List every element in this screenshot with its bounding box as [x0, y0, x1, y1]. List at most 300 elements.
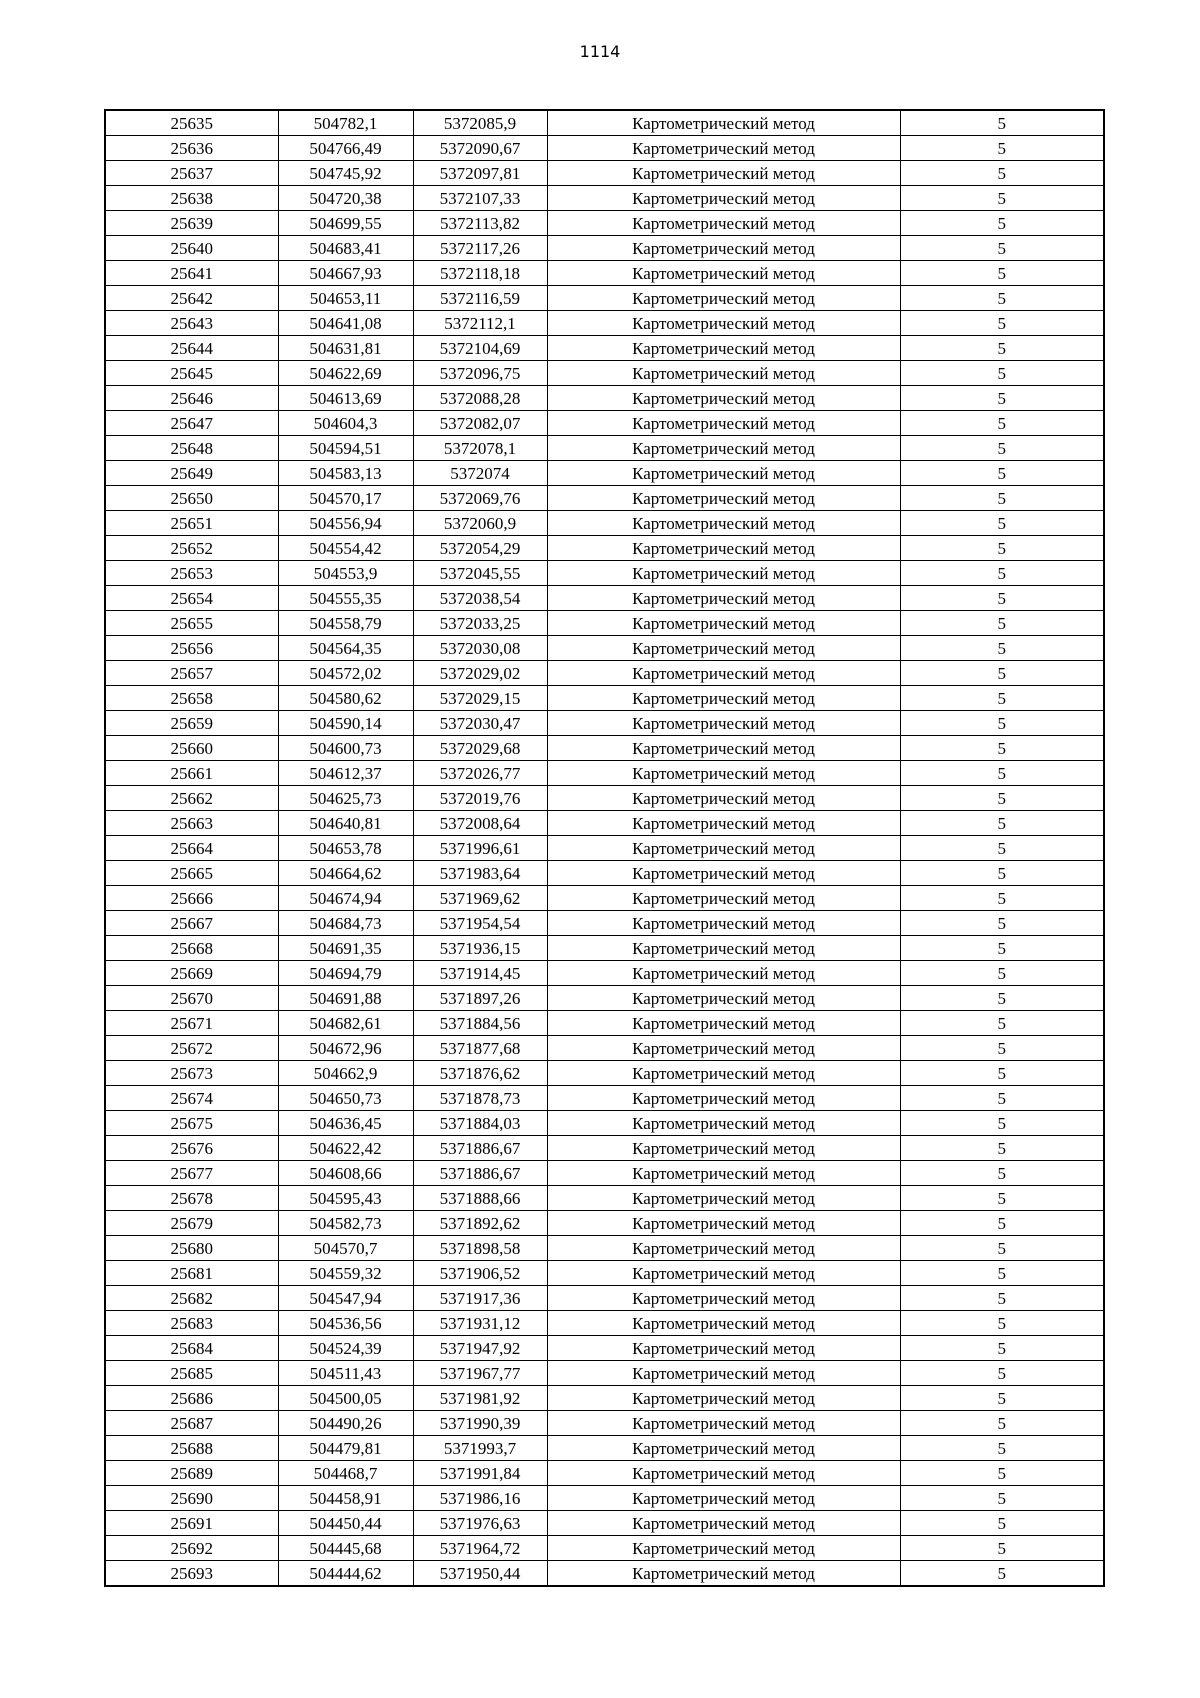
x-coordinate-cell: 504682,61	[278, 1011, 413, 1036]
method-cell: Картометрический метод	[547, 986, 900, 1011]
accuracy-cell: 5	[900, 611, 1104, 636]
table-row	[105, 361, 1104, 386]
accuracy-cell: 5	[900, 436, 1104, 461]
accuracy-cell: 5	[900, 1136, 1104, 1161]
method-cell: Картометрический метод	[547, 1311, 900, 1336]
method-cell: Картометрический метод	[547, 1511, 900, 1536]
table-row	[105, 336, 1104, 361]
method-cell: Картометрический метод	[547, 461, 900, 486]
table-row	[105, 986, 1104, 1011]
x-coordinate-cell: 504570,17	[278, 486, 413, 511]
accuracy-cell: 5	[900, 1236, 1104, 1261]
y-coordinate-cell: 5371996,61	[413, 836, 547, 861]
accuracy-cell: 5	[900, 1286, 1104, 1311]
y-coordinate-cell: 5372097,81	[413, 161, 547, 186]
method-cell: Картометрический метод	[547, 1161, 900, 1186]
method-cell: Картометрический метод	[547, 386, 900, 411]
table-row	[105, 211, 1104, 236]
x-coordinate-cell: 504511,43	[278, 1361, 413, 1386]
point-number-cell: 25688	[105, 1436, 278, 1461]
y-coordinate-cell: 5371947,92	[413, 1336, 547, 1361]
x-coordinate-cell: 504683,41	[278, 236, 413, 261]
table-row	[105, 110, 1104, 136]
y-coordinate-cell: 5372045,55	[413, 561, 547, 586]
y-coordinate-cell: 5372030,08	[413, 636, 547, 661]
accuracy-cell: 5	[900, 1511, 1104, 1536]
x-coordinate-cell: 504500,05	[278, 1386, 413, 1411]
point-number-cell: 25681	[105, 1261, 278, 1286]
x-coordinate-cell: 504554,42	[278, 536, 413, 561]
x-coordinate-cell: 504536,56	[278, 1311, 413, 1336]
accuracy-cell: 5	[900, 811, 1104, 836]
table-row	[105, 436, 1104, 461]
point-number-cell: 25656	[105, 636, 278, 661]
x-coordinate-cell: 504720,38	[278, 186, 413, 211]
method-cell: Картометрический метод	[547, 1286, 900, 1311]
point-number-cell: 25687	[105, 1411, 278, 1436]
table-row	[105, 561, 1104, 586]
x-coordinate-cell: 504636,45	[278, 1111, 413, 1136]
x-coordinate-cell: 504564,35	[278, 636, 413, 661]
x-coordinate-cell: 504631,81	[278, 336, 413, 361]
y-coordinate-cell: 5371884,03	[413, 1111, 547, 1136]
accuracy-cell: 5	[900, 936, 1104, 961]
point-number-cell: 25673	[105, 1061, 278, 1086]
y-coordinate-cell: 5371917,36	[413, 1286, 547, 1311]
accuracy-cell: 5	[900, 536, 1104, 561]
y-coordinate-cell: 5371950,44	[413, 1561, 547, 1587]
method-cell: Картометрический метод	[547, 336, 900, 361]
table-row	[105, 1286, 1104, 1311]
table-row	[105, 1161, 1104, 1186]
y-coordinate-cell: 5372033,25	[413, 611, 547, 636]
point-number-cell: 25676	[105, 1136, 278, 1161]
y-coordinate-cell: 5371976,63	[413, 1511, 547, 1536]
point-number-cell: 25674	[105, 1086, 278, 1111]
table-row	[105, 386, 1104, 411]
table-row	[105, 1411, 1104, 1436]
accuracy-cell: 5	[900, 1486, 1104, 1511]
x-coordinate-cell: 504580,62	[278, 686, 413, 711]
x-coordinate-cell: 504745,92	[278, 161, 413, 186]
point-number-cell: 25645	[105, 361, 278, 386]
method-cell: Картометрический метод	[547, 1136, 900, 1161]
table-row	[105, 1261, 1104, 1286]
point-number-cell: 25641	[105, 261, 278, 286]
point-number-cell: 25653	[105, 561, 278, 586]
method-cell: Картометрический метод	[547, 686, 900, 711]
point-number-cell: 25650	[105, 486, 278, 511]
point-number-cell: 25663	[105, 811, 278, 836]
accuracy-cell: 5	[900, 186, 1104, 211]
x-coordinate-cell: 504524,39	[278, 1336, 413, 1361]
method-cell: Картометрический метод	[547, 1011, 900, 1036]
table-row	[105, 961, 1104, 986]
point-number-cell: 25672	[105, 1036, 278, 1061]
method-cell: Картометрический метод	[547, 236, 900, 261]
method-cell: Картометрический метод	[547, 261, 900, 286]
table-row	[105, 1086, 1104, 1111]
accuracy-cell: 5	[900, 661, 1104, 686]
x-coordinate-cell: 504622,69	[278, 361, 413, 386]
method-cell: Картометрический метод	[547, 711, 900, 736]
coordinates-table	[104, 109, 1105, 1587]
point-number-cell: 25654	[105, 586, 278, 611]
y-coordinate-cell: 5371931,12	[413, 1311, 547, 1336]
x-coordinate-cell: 504582,73	[278, 1211, 413, 1236]
x-coordinate-cell: 504612,37	[278, 761, 413, 786]
point-number-cell: 25646	[105, 386, 278, 411]
y-coordinate-cell: 5372029,68	[413, 736, 547, 761]
point-number-cell: 25670	[105, 986, 278, 1011]
y-coordinate-cell: 5372116,59	[413, 286, 547, 311]
method-cell: Картометрический метод	[547, 1461, 900, 1486]
point-number-cell: 25659	[105, 711, 278, 736]
method-cell: Картометрический метод	[547, 1061, 900, 1086]
method-cell: Картометрический метод	[547, 1386, 900, 1411]
accuracy-cell: 5	[900, 511, 1104, 536]
x-coordinate-cell: 504766,49	[278, 136, 413, 161]
x-coordinate-cell: 504570,7	[278, 1236, 413, 1261]
accuracy-cell: 5	[900, 886, 1104, 911]
point-number-cell: 25657	[105, 661, 278, 686]
method-cell: Картометрический метод	[547, 1111, 900, 1136]
point-number-cell: 25675	[105, 1111, 278, 1136]
y-coordinate-cell: 5371886,67	[413, 1161, 547, 1186]
table-row	[105, 1461, 1104, 1486]
y-coordinate-cell: 5371936,15	[413, 936, 547, 961]
x-coordinate-cell: 504547,94	[278, 1286, 413, 1311]
x-coordinate-cell: 504625,73	[278, 786, 413, 811]
point-number-cell: 25667	[105, 911, 278, 936]
y-coordinate-cell: 5372113,82	[413, 211, 547, 236]
y-coordinate-cell: 5372082,07	[413, 411, 547, 436]
point-number-cell: 25665	[105, 861, 278, 886]
table-row	[105, 1236, 1104, 1261]
x-coordinate-cell: 504622,42	[278, 1136, 413, 1161]
point-number-cell: 25647	[105, 411, 278, 436]
table-row	[105, 536, 1104, 561]
method-cell: Картометрический метод	[547, 1411, 900, 1436]
point-number-cell: 25685	[105, 1361, 278, 1386]
method-cell: Картометрический метод	[547, 1036, 900, 1061]
accuracy-cell: 5	[900, 461, 1104, 486]
y-coordinate-cell: 5372029,15	[413, 686, 547, 711]
table-row	[105, 1311, 1104, 1336]
x-coordinate-cell: 504662,9	[278, 1061, 413, 1086]
method-cell: Картометрический метод	[547, 161, 900, 186]
point-number-cell: 25666	[105, 886, 278, 911]
y-coordinate-cell: 5371914,45	[413, 961, 547, 986]
x-coordinate-cell: 504672,96	[278, 1036, 413, 1061]
y-coordinate-cell: 5372090,67	[413, 136, 547, 161]
method-cell: Картометрический метод	[547, 486, 900, 511]
method-cell: Картометрический метод	[547, 511, 900, 536]
point-number-cell: 25640	[105, 236, 278, 261]
accuracy-cell: 5	[900, 1311, 1104, 1336]
method-cell: Картометрический метод	[547, 286, 900, 311]
y-coordinate-cell: 5372038,54	[413, 586, 547, 611]
y-coordinate-cell: 5372030,47	[413, 711, 547, 736]
point-number-cell: 25636	[105, 136, 278, 161]
point-number-cell: 25639	[105, 211, 278, 236]
table-row	[105, 1011, 1104, 1036]
accuracy-cell: 5	[900, 1036, 1104, 1061]
point-number-cell: 25689	[105, 1461, 278, 1486]
table-row	[105, 736, 1104, 761]
table-row	[105, 1186, 1104, 1211]
y-coordinate-cell: 5371954,54	[413, 911, 547, 936]
page-number: 1114	[579, 42, 621, 61]
table-row	[105, 261, 1104, 286]
accuracy-cell: 5	[900, 361, 1104, 386]
accuracy-cell: 5	[900, 311, 1104, 336]
y-coordinate-cell: 5371892,62	[413, 1211, 547, 1236]
x-coordinate-cell: 504608,66	[278, 1161, 413, 1186]
method-cell: Картометрический метод	[547, 611, 900, 636]
table-row	[105, 786, 1104, 811]
y-coordinate-cell: 5372078,1	[413, 436, 547, 461]
table-row	[105, 136, 1104, 161]
y-coordinate-cell: 5371990,39	[413, 1411, 547, 1436]
x-coordinate-cell: 504694,79	[278, 961, 413, 986]
accuracy-cell: 5	[900, 761, 1104, 786]
accuracy-cell: 5	[900, 161, 1104, 186]
table-row	[105, 1361, 1104, 1386]
accuracy-cell: 5	[900, 336, 1104, 361]
accuracy-cell: 5	[900, 110, 1104, 136]
accuracy-cell: 5	[900, 1086, 1104, 1111]
point-number-cell: 25683	[105, 1311, 278, 1336]
y-coordinate-cell: 5372085,9	[413, 110, 547, 136]
method-cell: Картометрический метод	[547, 911, 900, 936]
x-coordinate-cell: 504664,62	[278, 861, 413, 886]
accuracy-cell: 5	[900, 386, 1104, 411]
accuracy-cell: 5	[900, 836, 1104, 861]
y-coordinate-cell: 5371964,72	[413, 1536, 547, 1561]
point-number-cell: 25662	[105, 786, 278, 811]
accuracy-cell: 5	[900, 411, 1104, 436]
method-cell: Картометрический метод	[547, 836, 900, 861]
accuracy-cell: 5	[900, 561, 1104, 586]
point-number-cell: 25669	[105, 961, 278, 986]
accuracy-cell: 5	[900, 1011, 1104, 1036]
table-row	[105, 1211, 1104, 1236]
accuracy-cell: 5	[900, 961, 1104, 986]
table-row	[105, 411, 1104, 436]
accuracy-cell: 5	[900, 1561, 1104, 1587]
method-cell: Картометрический метод	[547, 136, 900, 161]
x-coordinate-cell: 504468,7	[278, 1461, 413, 1486]
point-number-cell: 25652	[105, 536, 278, 561]
accuracy-cell: 5	[900, 711, 1104, 736]
method-cell: Картометрический метод	[547, 1561, 900, 1587]
table-row	[105, 886, 1104, 911]
method-cell: Картометрический метод	[547, 361, 900, 386]
x-coordinate-cell: 504458,91	[278, 1486, 413, 1511]
x-coordinate-cell: 504653,11	[278, 286, 413, 311]
y-coordinate-cell: 5371876,62	[413, 1061, 547, 1086]
point-number-cell: 25690	[105, 1486, 278, 1511]
point-number-cell: 25686	[105, 1386, 278, 1411]
point-number-cell: 25680	[105, 1236, 278, 1261]
x-coordinate-cell: 504559,32	[278, 1261, 413, 1286]
method-cell: Картометрический метод	[547, 211, 900, 236]
accuracy-cell: 5	[900, 1211, 1104, 1236]
y-coordinate-cell: 5371983,64	[413, 861, 547, 886]
method-cell: Картометрический метод	[547, 1186, 900, 1211]
y-coordinate-cell: 5371877,68	[413, 1036, 547, 1061]
y-coordinate-cell: 5372107,33	[413, 186, 547, 211]
table-row	[105, 936, 1104, 961]
accuracy-cell: 5	[900, 1336, 1104, 1361]
point-number-cell: 25664	[105, 836, 278, 861]
y-coordinate-cell: 5372118,18	[413, 261, 547, 286]
point-number-cell: 25679	[105, 1211, 278, 1236]
method-cell: Картометрический метод	[547, 1236, 900, 1261]
y-coordinate-cell: 5371991,84	[413, 1461, 547, 1486]
accuracy-cell: 5	[900, 1386, 1104, 1411]
x-coordinate-cell: 504667,93	[278, 261, 413, 286]
point-number-cell: 25660	[105, 736, 278, 761]
accuracy-cell: 5	[900, 486, 1104, 511]
method-cell: Картометрический метод	[547, 1086, 900, 1111]
y-coordinate-cell: 5371884,56	[413, 1011, 547, 1036]
y-coordinate-cell: 5372117,26	[413, 236, 547, 261]
method-cell: Картометрический метод	[547, 1486, 900, 1511]
point-number-cell: 25635	[105, 110, 278, 136]
y-coordinate-cell: 5371986,16	[413, 1486, 547, 1511]
table-row	[105, 586, 1104, 611]
table-row	[105, 161, 1104, 186]
y-coordinate-cell: 5372019,76	[413, 786, 547, 811]
method-cell: Картометрический метод	[547, 436, 900, 461]
y-coordinate-cell: 5372008,64	[413, 811, 547, 836]
x-coordinate-cell: 504556,94	[278, 511, 413, 536]
accuracy-cell: 5	[900, 1461, 1104, 1486]
accuracy-cell: 5	[900, 786, 1104, 811]
accuracy-cell: 5	[900, 286, 1104, 311]
x-coordinate-cell: 504650,73	[278, 1086, 413, 1111]
accuracy-cell: 5	[900, 211, 1104, 236]
y-coordinate-cell: 5371967,77	[413, 1361, 547, 1386]
x-coordinate-cell: 504613,69	[278, 386, 413, 411]
method-cell: Картометрический метод	[547, 586, 900, 611]
table-row	[105, 711, 1104, 736]
method-cell: Картометрический метод	[547, 761, 900, 786]
table-row	[105, 911, 1104, 936]
method-cell: Картометрический метод	[547, 1361, 900, 1386]
accuracy-cell: 5	[900, 861, 1104, 886]
table-row	[105, 311, 1104, 336]
point-number-cell: 25678	[105, 1186, 278, 1211]
x-coordinate-cell: 504640,81	[278, 811, 413, 836]
table-row	[105, 861, 1104, 886]
point-number-cell: 25693	[105, 1561, 278, 1587]
y-coordinate-cell: 5371886,67	[413, 1136, 547, 1161]
x-coordinate-cell: 504558,79	[278, 611, 413, 636]
x-coordinate-cell: 504572,02	[278, 661, 413, 686]
accuracy-cell: 5	[900, 1536, 1104, 1561]
accuracy-cell: 5	[900, 1111, 1104, 1136]
y-coordinate-cell: 5371906,52	[413, 1261, 547, 1286]
y-coordinate-cell: 5371993,7	[413, 1436, 547, 1461]
method-cell: Картометрический метод	[547, 1261, 900, 1286]
y-coordinate-cell: 5371878,73	[413, 1086, 547, 1111]
table-row	[105, 1536, 1104, 1561]
x-coordinate-cell: 504691,35	[278, 936, 413, 961]
y-coordinate-cell: 5372026,77	[413, 761, 547, 786]
y-coordinate-cell: 5372074	[413, 461, 547, 486]
x-coordinate-cell: 504641,08	[278, 311, 413, 336]
x-coordinate-cell: 504444,62	[278, 1561, 413, 1587]
accuracy-cell: 5	[900, 1061, 1104, 1086]
accuracy-cell: 5	[900, 261, 1104, 286]
point-number-cell: 25661	[105, 761, 278, 786]
point-number-cell: 25684	[105, 1336, 278, 1361]
y-coordinate-cell: 5372104,69	[413, 336, 547, 361]
method-cell: Картометрический метод	[547, 736, 900, 761]
point-number-cell: 25691	[105, 1511, 278, 1536]
y-coordinate-cell: 5371981,92	[413, 1386, 547, 1411]
point-number-cell: 25651	[105, 511, 278, 536]
table-row	[105, 1486, 1104, 1511]
point-number-cell: 25692	[105, 1536, 278, 1561]
point-number-cell: 25682	[105, 1286, 278, 1311]
method-cell: Картометрический метод	[547, 786, 900, 811]
x-coordinate-cell: 504604,3	[278, 411, 413, 436]
method-cell: Картометрический метод	[547, 861, 900, 886]
point-number-cell: 25649	[105, 461, 278, 486]
method-cell: Картометрический метод	[547, 1336, 900, 1361]
y-coordinate-cell: 5372096,75	[413, 361, 547, 386]
x-coordinate-cell: 504674,94	[278, 886, 413, 911]
table-row	[105, 1336, 1104, 1361]
point-number-cell: 25643	[105, 311, 278, 336]
method-cell: Картометрический метод	[547, 1211, 900, 1236]
table-row	[105, 461, 1104, 486]
point-number-cell: 25671	[105, 1011, 278, 1036]
method-cell: Картометрический метод	[547, 186, 900, 211]
y-coordinate-cell: 5372112,1	[413, 311, 547, 336]
table-row	[105, 836, 1104, 861]
table-row	[105, 236, 1104, 261]
table-row	[105, 1136, 1104, 1161]
x-coordinate-cell: 504555,35	[278, 586, 413, 611]
x-coordinate-cell: 504699,55	[278, 211, 413, 236]
point-number-cell: 25648	[105, 436, 278, 461]
y-coordinate-cell: 5372088,28	[413, 386, 547, 411]
method-cell: Картометрический метод	[547, 961, 900, 986]
method-cell: Картометрический метод	[547, 811, 900, 836]
method-cell: Картометрический метод	[547, 110, 900, 136]
point-number-cell: 25637	[105, 161, 278, 186]
table-row	[105, 1511, 1104, 1536]
x-coordinate-cell: 504583,13	[278, 461, 413, 486]
table-row	[105, 486, 1104, 511]
accuracy-cell: 5	[900, 636, 1104, 661]
accuracy-cell: 5	[900, 1186, 1104, 1211]
x-coordinate-cell: 504594,51	[278, 436, 413, 461]
table-row	[105, 636, 1104, 661]
accuracy-cell: 5	[900, 686, 1104, 711]
method-cell: Картометрический метод	[547, 1536, 900, 1561]
method-cell: Картометрический метод	[547, 311, 900, 336]
method-cell: Картометрический метод	[547, 536, 900, 561]
point-number-cell: 25658	[105, 686, 278, 711]
y-coordinate-cell: 5371969,62	[413, 886, 547, 911]
table-row	[105, 661, 1104, 686]
